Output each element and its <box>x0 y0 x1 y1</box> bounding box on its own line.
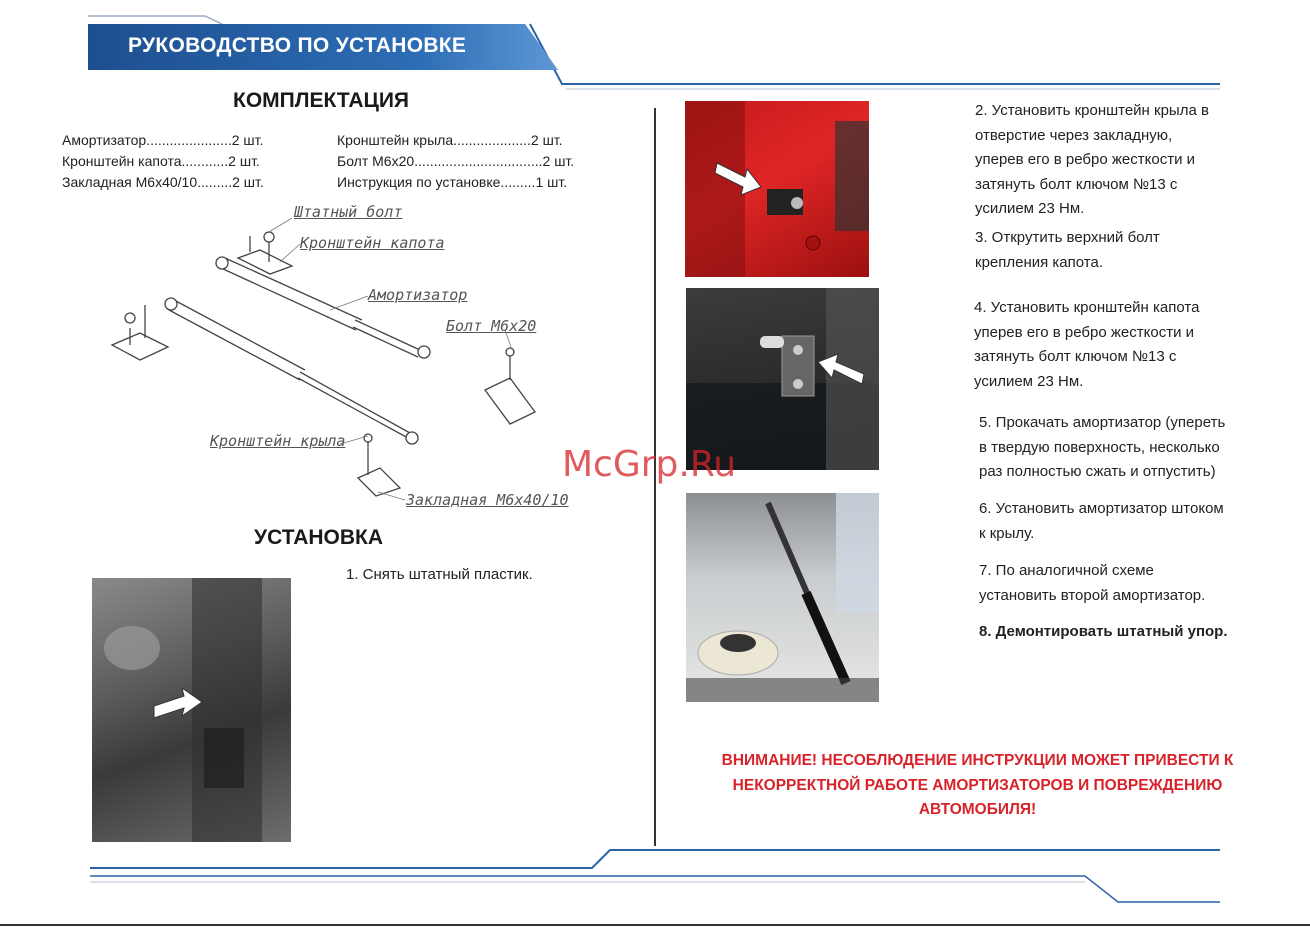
photo-step-2 <box>685 101 869 277</box>
step-3 <box>975 226 1160 275</box>
step-line: усилием 23 Нм. <box>974 372 1084 390</box>
kit-item: Закладная М6х40/10.........2 шт. <box>62 174 264 190</box>
kit-item: Кронштейн крыла....................2 шт. <box>337 132 563 148</box>
step-line: затянуть болт ключом №13 с <box>975 175 1178 193</box>
label-std-bolt: Штатный болт <box>294 203 403 221</box>
kit-item: Инструкция по установке.........1 шт. <box>337 174 568 190</box>
step-4 <box>974 296 1199 394</box>
step-2 <box>975 99 1209 222</box>
step-5 <box>979 411 1225 485</box>
warning-line: НЕКОРРЕКТНОЙ РАБОТЕ АМОРТИЗАТОРОВ И ПОВРЕЖДЕНИЮ <box>732 776 1223 794</box>
photo-step-6 <box>686 493 879 702</box>
kit-list-right <box>337 130 574 193</box>
step-line: затянуть болт ключом №13 с <box>974 348 1177 365</box>
kit-item: Кронштейн капота............2 шт. <box>62 153 260 169</box>
kit-title: КОМПЛЕКТАЦИЯ <box>233 89 410 112</box>
label-insert: Закладная М6х40/10 <box>406 491 569 509</box>
step-line: уперев его в ребро жесткости и <box>975 151 1195 168</box>
step-line: к крылу. <box>979 524 1035 542</box>
warning-notice <box>690 749 1265 823</box>
warning-line: ВНИМАНИЕ! НЕСОБЛЮДЕНИЕ ИНСТРУКЦИИ МОЖЕТ ПРИВЕСТИ К <box>721 752 1234 769</box>
warning-line: АВТОМОБИЛЯ! <box>918 801 1037 818</box>
step-line: крепления капота. <box>975 253 1103 271</box>
step-line: 7. По аналогичной схеме <box>979 562 1154 579</box>
step-line: 5. Прокачать амортизатор (упереть <box>979 414 1226 431</box>
kit-item: Болт М6х20.................................2 шт. <box>337 153 575 169</box>
page-title: РУКОВОДСТВО ПО УСТАНОВКЕ <box>128 34 467 57</box>
step-line: установить второй амортизатор. <box>979 586 1206 604</box>
step-8: 8. Демонтировать штатный упор. <box>979 623 1228 640</box>
install-title: УСТАНОВКА <box>254 526 384 549</box>
label-fender-bracket: Кронштейн крыла <box>210 432 346 450</box>
step-line: раз полностью сжать и отпустить) <box>979 463 1216 480</box>
step-6 <box>979 497 1224 546</box>
step-line: 6. Установить амортизатор штоком <box>979 500 1224 517</box>
step-line: в твердую поверхность, несколько <box>979 438 1220 456</box>
label-bolt: Болт М6х20 <box>446 317 537 335</box>
label-shock: Амортизатор <box>368 286 468 304</box>
watermark: McGrp.Ru <box>562 444 737 485</box>
step-line: уперев его в ребро жесткости и <box>974 323 1194 341</box>
label-hood-bracket: Кронштейн капота <box>300 234 445 252</box>
step-7 <box>979 559 1205 608</box>
step-line: 4. Установить кронштейн капота <box>974 299 1200 316</box>
step-line: отверстие через закладную, <box>975 126 1173 144</box>
photo-step-1 <box>92 578 291 842</box>
step-1: 1. Снять штатный пластик. <box>346 566 533 583</box>
kit-list-left <box>62 130 264 193</box>
photo-step-4 <box>686 288 879 470</box>
kit-item: Амортизатор......................2 шт. <box>62 132 264 148</box>
step-line: 3. Открутить верхний болт <box>975 229 1160 246</box>
step-line: усилием 23 Нм. <box>975 200 1085 217</box>
step-line: 2. Установить кронштейн крыла в <box>975 102 1209 119</box>
